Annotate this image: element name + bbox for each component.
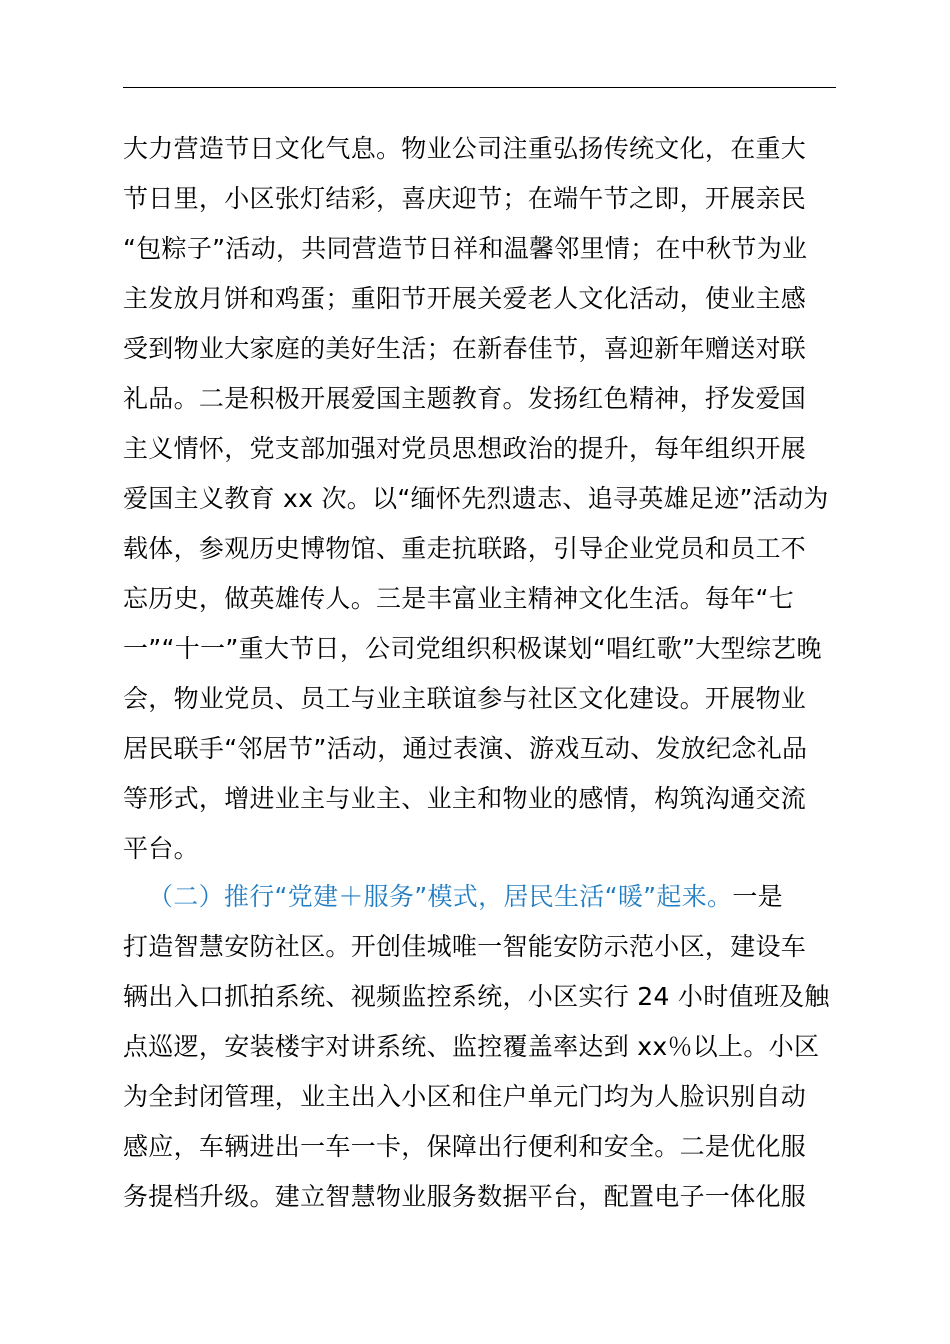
paragraph-line: 载体，参观历史博物馆、重走抗联路，引导企业党员和员工不 (123, 534, 807, 563)
section-heading-tail: 一是 (732, 882, 783, 911)
paragraph-line: 忘历史，做英雄传人。三是丰富业主精神文化生活。每年“七 (123, 584, 795, 613)
paragraph-line: 辆出入口抓拍系统、视频监控系统，小区实行 24 小时值班及触 (123, 982, 830, 1011)
paragraph-line: 礼品。二是积极开展爱国主题教育。发扬红色精神，抒发爱国 (123, 384, 807, 413)
header-rule (123, 87, 836, 88)
paragraph-line: 感应，车辆进出一车一卡，保障出行便利和安全。二是优化服 (123, 1132, 807, 1161)
paragraph-line: 等形式，增进业主与业主、业主和物业的感情，构筑沟通交流 (123, 784, 807, 813)
paragraph-line: “包粽子”活动，共同营造节日祥和温馨邻里情；在中秋节为业 (123, 234, 808, 263)
paragraph-line: 点巡逻，安装楼宇对讲系统、监控覆盖率达到 xx％以上。小区 (123, 1032, 820, 1061)
section-heading-line (148, 872, 868, 922)
paragraph-line: 居民联手“邻居节”活动，通过表演、游戏互动、发放纪念礼品 (123, 734, 808, 763)
paragraph-line: 爱国主义教育 xx 次。以“缅怀先烈遗志、追寻英雄足迹”活动为 (123, 484, 829, 513)
paragraph-line: 会，物业党员、员工与业主联谊参与社区文化建设。开展物业 (123, 684, 807, 713)
paragraph-line: 打造智慧安防社区。开创佳城唯一智能安防示范小区，建设车 (123, 932, 807, 961)
paragraph-line: 务提档升级。建立智慧物业服务数据平台，配置电子一体化服 (123, 1182, 807, 1211)
paragraph-line: 平台。 (123, 834, 199, 863)
paragraph-line: 受到物业大家庭的美好生活；在新春佳节，喜迎新年赠送对联 (123, 334, 807, 363)
paragraph-line: 主义情怀，党支部加强对党员思想政治的提升，每年组织开展 (123, 434, 807, 463)
section-heading: （二）推行“党建＋服务”模式，居民生活“暖”起来。 (148, 882, 733, 911)
paragraph-line: 节日里，小区张灯结彩，喜庆迎节；在端午节之即，开展亲民 (123, 184, 807, 213)
paragraph-line: 主发放月饼和鸡蛋；重阳节开展关爱老人文化活动，使业主感 (123, 284, 807, 313)
paragraph-line: 大力营造节日文化气息。物业公司注重弘扬传统文化，在重大 (123, 134, 807, 163)
paragraph-line: 一”“十一”重大节日，公司党组织积极谋划“唱红歌”大型综艺晚 (123, 634, 822, 663)
paragraph-line: 为全封闭管理，业主出入小区和住户单元门均为人脸识别自动 (123, 1082, 807, 1111)
